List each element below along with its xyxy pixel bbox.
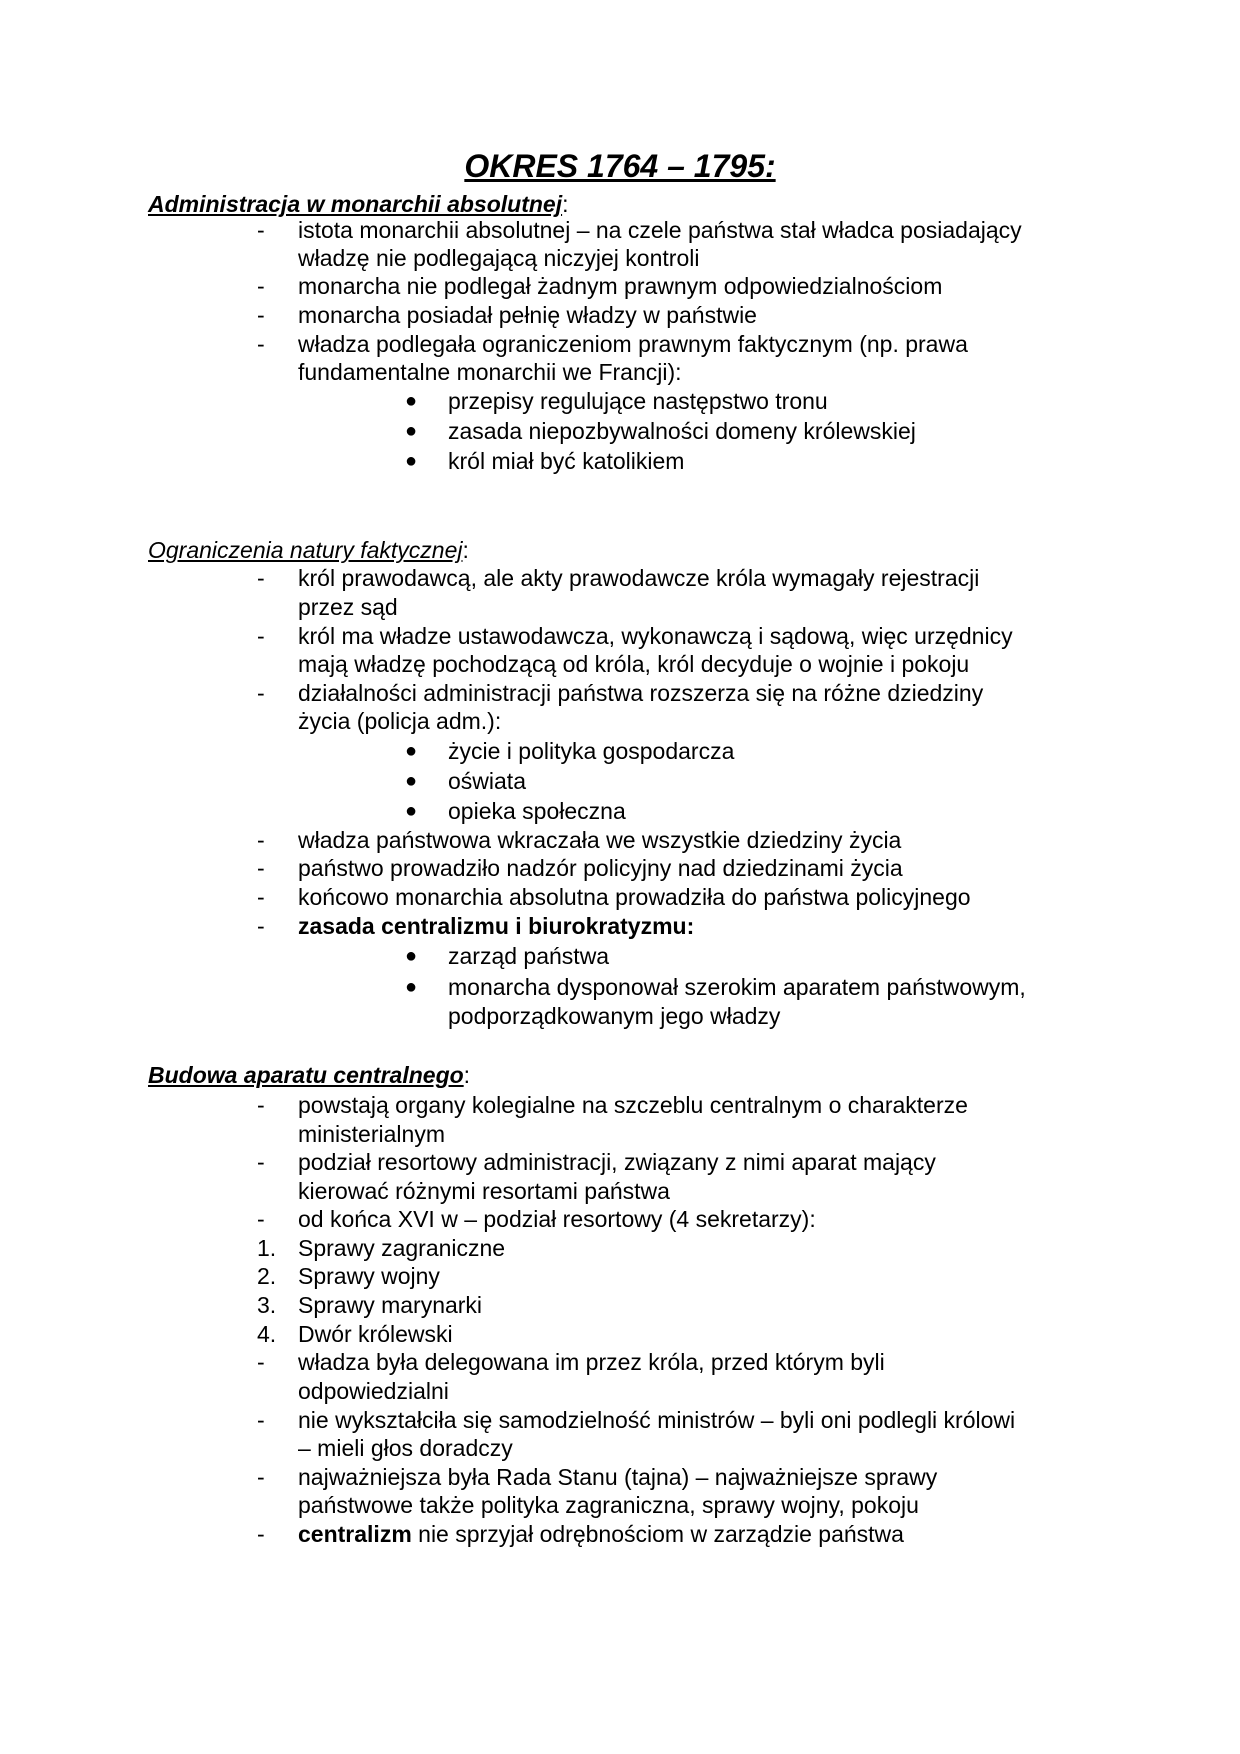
bullet-icon: ●: [405, 390, 418, 412]
list-item-text: odpowiedzialni: [298, 1378, 449, 1404]
list-item-text: [298, 1520, 1098, 1549]
list-item-text: władzę nie podlegającą niczyjej kontroli: [298, 245, 700, 271]
dash-marker: -: [257, 565, 265, 591]
bold-term: centralizm: [298, 1521, 412, 1547]
number-marker: 4.: [257, 1321, 277, 1347]
list-item-text: nie wykształciła się samodzielność ministrów – byli oni podlegli królowi: [298, 1407, 1016, 1433]
list-item-text: powstają organy kolegialne na szczeblu centralnym o charakterze: [298, 1092, 968, 1118]
dash-marker: -: [257, 855, 265, 881]
sub-list-item-text: monarcha dysponował szerokim aparatem państwowym,: [448, 974, 1026, 1000]
numbered-item-text: Dwór królewski: [298, 1321, 453, 1347]
dash-marker: -: [257, 1092, 265, 1118]
sub-list-item-text: przepisy regulujące następstwo tronu: [448, 388, 828, 414]
list-item-text: mają władzę pochodzącą od króla, król decyduje o wojnie i pokoju: [298, 651, 970, 677]
dash-marker: -: [257, 1349, 265, 1375]
bullet-icon: ●: [405, 945, 418, 967]
section-heading-colon: :: [463, 1062, 471, 1088]
sub-list-item-text: zasada niepozbywalności domeny królewskiej: [448, 418, 916, 444]
list-item-text: państwowe także polityka zagraniczna, sprawy wojny, pokoju: [298, 1492, 919, 1518]
dash-marker: -: [257, 680, 265, 706]
list-item-text: zasada centralizmu i biurokratyzmu:: [298, 913, 695, 939]
section-heading-text: Budowa aparatu centralnego: [148, 1062, 464, 1088]
list-item-text: władza państwowa wkraczała we wszystkie dziedziny życia: [298, 827, 902, 853]
section-heading-ograniczenia: [148, 536, 469, 565]
list-item-text: kierować różnymi resortami państwa: [298, 1178, 670, 1204]
list-item-text: końcowo monarchia absolutna prowadziła do państwa policyjnego: [298, 884, 971, 910]
section-heading-text: Administracja w monarchii absolutnej: [148, 191, 563, 217]
number-marker: 2.: [257, 1263, 277, 1289]
sub-list-item-text: życie i polityka gospodarcza: [448, 738, 735, 764]
list-item-text: życia (policja adm.):: [298, 708, 502, 734]
sub-list-item-text: król miał być katolikiem: [448, 448, 685, 474]
number-marker: 3.: [257, 1292, 277, 1318]
dash-marker: -: [257, 884, 265, 910]
number-marker: 1.: [257, 1235, 277, 1261]
bullet-icon: ●: [405, 976, 418, 998]
dash-marker: -: [257, 1407, 265, 1433]
list-item-text: od końca XVI w – podział resortowy (4 sekretarzy):: [298, 1206, 816, 1232]
sub-list-item-text: podporządkowanym jego władzy: [448, 1003, 781, 1029]
section-heading-colon: :: [462, 537, 469, 563]
list-item-text: działalności administracji państwa rozszerza się na różne dziedziny: [298, 680, 984, 706]
section-heading-administracja: [148, 190, 568, 219]
list-item-text: – mieli głos doradczy: [298, 1435, 513, 1461]
bullet-icon: ●: [405, 740, 418, 762]
numbered-item-text: Sprawy marynarki: [298, 1292, 483, 1318]
list-item-text: istota monarchii absolutnej – na czele państwa stał władca posiadający: [298, 217, 1022, 243]
list-item-text: władza podlegała ograniczeniom prawnym faktycznym (np. prawa: [298, 331, 968, 357]
dash-marker: -: [257, 913, 265, 939]
list-item-text: państwo prowadziło nadzór policyjny nad dziedzinami życia: [298, 855, 903, 881]
list-item-text: podział resortowy administracji, związany z nimi aparat mający: [298, 1149, 936, 1175]
page-title: OKRES 1764 – 1795:: [464, 148, 776, 184]
numbered-item-text: Sprawy wojny: [298, 1263, 440, 1289]
list-item-text: fundamentalne monarchii we Francji):: [298, 359, 682, 385]
list-item-text: monarcha nie podlegał żadnym prawnym odpowiedzialnościom: [298, 273, 943, 299]
dash-marker: -: [257, 302, 265, 328]
dash-marker: -: [257, 827, 265, 853]
dash-marker: -: [257, 1521, 265, 1547]
list-item-text: król ma władze ustawodawcza, wykonawczą i sądową, więc urzędnicy: [298, 623, 1013, 649]
list-item-text: król prawodawcą, ale akty prawodawcze króla wymagały rejestracji: [298, 565, 980, 591]
list-item-text: ministerialnym: [298, 1121, 445, 1147]
sub-list-item-text: opieka społeczna: [448, 798, 626, 824]
list-item-text: władza była delegowana im przez króla, przed którym byli: [298, 1349, 885, 1375]
dash-marker: -: [257, 273, 265, 299]
list-item-text: przez sąd: [298, 594, 398, 620]
bullet-icon: ●: [405, 450, 418, 472]
dash-marker: -: [257, 217, 265, 243]
section-heading-colon: :: [562, 191, 569, 217]
dash-marker: -: [257, 1149, 265, 1175]
dash-marker: -: [257, 623, 265, 649]
section-heading-budowa: [148, 1061, 470, 1090]
sub-list-item-text: oświata: [448, 768, 526, 794]
dash-marker: -: [257, 331, 265, 357]
bullet-icon: ●: [405, 770, 418, 792]
section-heading-text: Ograniczenia natury faktycznej: [148, 537, 463, 563]
numbered-item-text: Sprawy zagraniczne: [298, 1235, 506, 1261]
list-item-text: monarcha posiadał pełnię władzy w państwie: [298, 302, 757, 328]
sub-list-item-text: zarząd państwa: [448, 943, 610, 969]
bullet-icon: ●: [405, 800, 418, 822]
dash-marker: -: [257, 1206, 265, 1232]
dash-marker: -: [257, 1464, 265, 1490]
list-item-text: najważniejsza była Rada Stanu (tajna) – najważniejsze sprawy: [298, 1464, 938, 1490]
bullet-icon: ●: [405, 420, 418, 442]
list-item-rest: nie sprzyjał odrębnościom w zarządzie państwa: [418, 1521, 904, 1547]
